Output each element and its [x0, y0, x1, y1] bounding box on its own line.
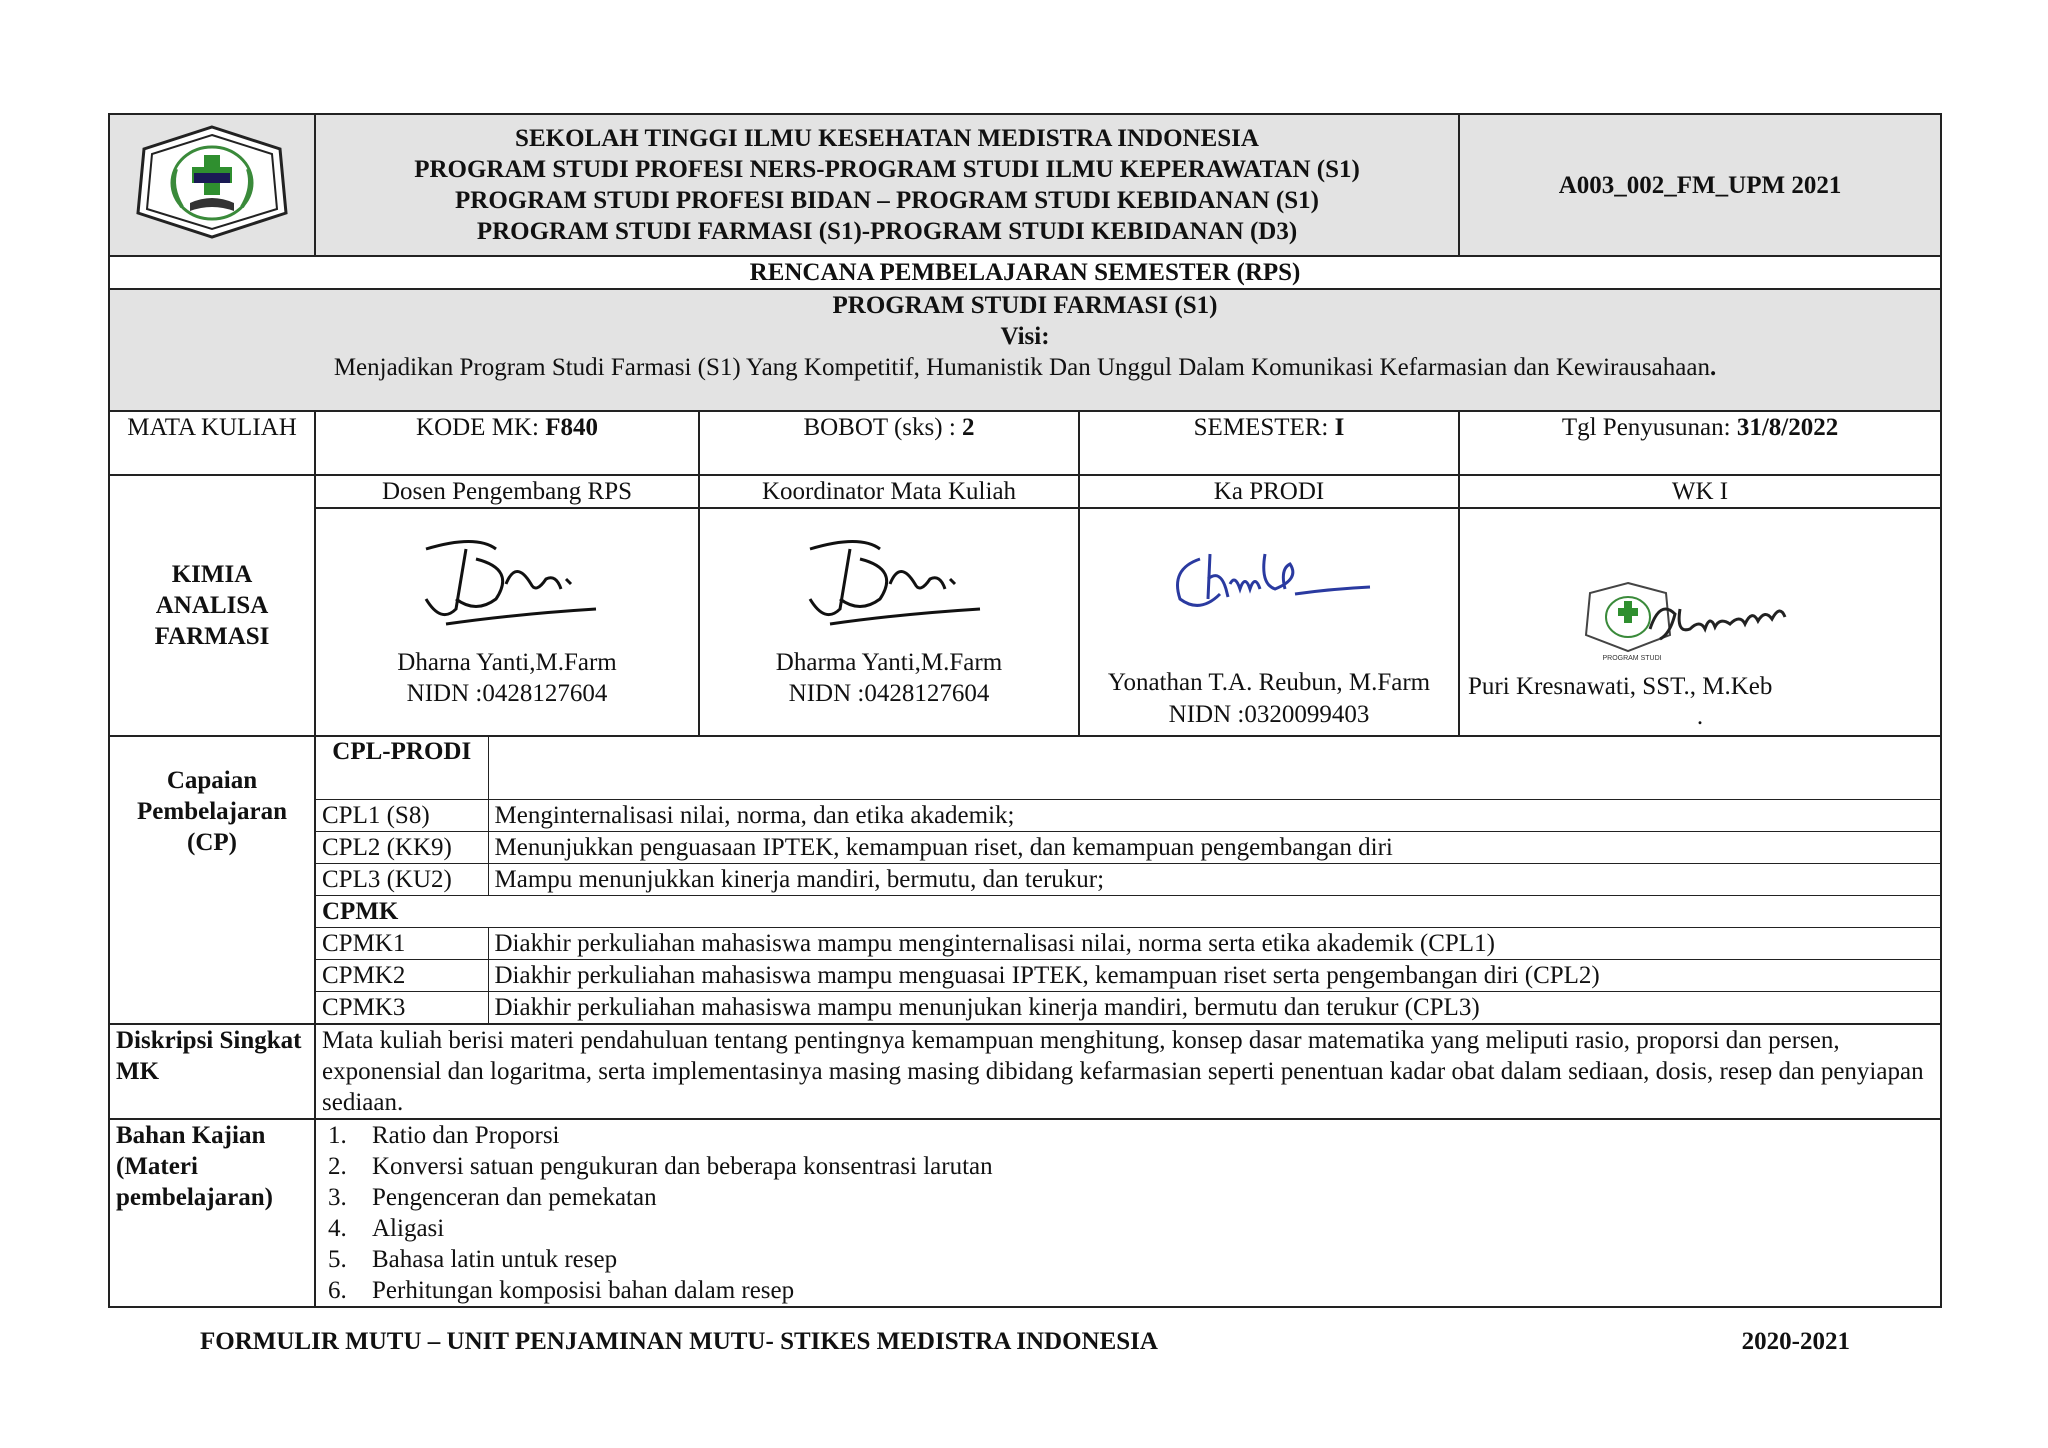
role-kaprodi: Ka PRODI — [1079, 475, 1459, 508]
bahan-kajian-list — [315, 1119, 1941, 1307]
semester-value: I — [1334, 414, 1345, 441]
kode-value: F840 — [545, 414, 598, 441]
cpl-text: Menunjukkan penguasaan IPTEK, kemampuan riset, dan kemampuan pengembangan diri — [488, 831, 1940, 863]
signature-image — [790, 529, 990, 639]
visi-text-wrap — [116, 352, 1934, 383]
cp-table — [316, 737, 1940, 1023]
institution-line-4: PROGRAM STUDI FARMASI (S1)-PROGRAM STUDI KEBIDANAN (D3) — [476, 218, 1298, 245]
cp-content — [315, 736, 1941, 1024]
tgl-value: 31/8/2022 — [1736, 414, 1839, 441]
table-row — [316, 831, 1940, 863]
kaprodi-name: Yonathan T.A. Reubun, M.Farm — [1107, 669, 1431, 696]
list-item-text: Bahasa latin untuk resep — [372, 1245, 618, 1273]
dosen-nidn: NIDN :0428127604 — [406, 680, 608, 707]
visi-text: Menjadikan Program Studi Farmasi (S1) Yang Kompetitif, Humanistik Dan Unggul Dalam Komunikasi Kefarmasian dan Kewirausahaan — [333, 354, 1710, 381]
rps-table — [108, 113, 1942, 1308]
wk1-name: Puri Kresnawati, SST., M.Keb — [1468, 673, 1773, 700]
kode-mk — [315, 411, 699, 475]
list-item-text: Pengenceran dan pemekatan — [372, 1183, 657, 1211]
cpmk-text: Diakhir perkuliahan mahasiswa mampu menguasai IPTEK, kemampuan riset serta pengembangan diri (CPL2) — [488, 959, 1940, 991]
institution-line-1: SEKOLAH TINGGI ILMU KESEHATAN MEDISTRA INDONESIA — [515, 125, 1259, 152]
signature-kaprodi — [1079, 508, 1459, 736]
table-row — [316, 927, 1940, 959]
role-koordinator: Koordinator Mata Kuliah — [699, 475, 1079, 508]
cpmk-header: CPMK — [316, 895, 1940, 927]
program-name: PROGRAM STUDI FARMASI (S1) — [832, 292, 1218, 319]
signature-wk1 — [1459, 508, 1941, 736]
program-visi — [109, 289, 1941, 411]
signature-image — [1160, 539, 1380, 629]
cpmk-code: CPMK1 — [316, 927, 488, 959]
role-dosen: Dosen Pengembang RPS — [315, 475, 699, 508]
list-item: 2. Konversi satuan pengukuran dan beberapa konsentrasi larutan — [328, 1152, 993, 1180]
logo-cell — [109, 114, 315, 256]
signature-dosen — [315, 508, 699, 736]
table-row — [316, 799, 1940, 831]
tgl-penyusunan — [1459, 411, 1941, 475]
list-item: 4. Aligasi — [328, 1214, 445, 1242]
cpmk-text: Diakhir perkuliahan mahasiswa mampu menginternalisasi nilai, norma serta etika akademik (CPL1) — [488, 927, 1940, 959]
mata-kuliah-label: MATA KULIAH — [109, 411, 315, 475]
cpmk-code: CPMK2 — [316, 959, 488, 991]
bobot-label: BOBOT (sks) : — [803, 414, 963, 441]
course-name: KIMIA ANALISA FARMASI — [109, 475, 315, 736]
wk1-dot: . — [1696, 703, 1704, 730]
tgl-label: Tgl Penyusunan: — [1561, 414, 1737, 441]
cpl-text: Menginternalisasi nilai, norma, dan etika akademik; — [488, 799, 1940, 831]
table-row — [316, 959, 1940, 991]
list-item-text: Ratio dan Proporsi — [372, 1121, 560, 1149]
stamp-caption: PROGRAM STUDI — [1602, 655, 1662, 662]
visi-end: . — [1709, 354, 1717, 381]
list-item-text: Konversi satuan pengukuran dan beberapa konsentrasi larutan — [372, 1152, 993, 1180]
rps-title: RENCANA PEMBELAJARAN SEMESTER (RPS) — [109, 256, 1941, 289]
table-row — [316, 863, 1940, 895]
list-item-text: Perhitungan komposisi bahan dalam resep — [372, 1276, 795, 1304]
koordinator-name: Dharma Yanti,M.Farm — [775, 649, 1003, 676]
semester-label: SEMESTER: — [1193, 414, 1335, 441]
bobot-value: 2 — [962, 414, 975, 441]
page-footer — [200, 1328, 1850, 1356]
cpl-header-empty — [488, 737, 1940, 799]
footer-text: FORMULIR MUTU – UNIT PENJAMINAN MUTU- STIKES MEDISTRA INDONESIA — [200, 1328, 1158, 1355]
bahan-kajian-label: Bahan Kajian (Materi pembelajaran) — [109, 1119, 315, 1307]
list-item-text: Aligasi — [372, 1214, 445, 1242]
cp-label: Capaian Pembelajaran (CP) — [109, 736, 315, 1024]
footer-year: 2020-2021 — [1741, 1328, 1850, 1355]
dosen-name: Dharna Yanti,M.Farm — [397, 649, 617, 676]
cpl-header: CPL-PRODI — [316, 737, 488, 799]
stikes-logo — [130, 121, 294, 241]
cpl-text: Mampu menunjukkan kinerja mandiri, bermutu, dan terukur; — [488, 863, 1940, 895]
cpl-code: CPL2 (KK9) — [316, 831, 488, 863]
list-item: 5. Bahasa latin untuk resep — [328, 1245, 618, 1273]
rps-document — [108, 113, 1940, 1308]
role-wk1: WK I — [1459, 475, 1941, 508]
institution-line-2: PROGRAM STUDI PROFESI NERS-PROGRAM STUDI ILMU KEPERAWATAN (S1) — [414, 156, 1360, 183]
cpmk-code: CPMK3 — [316, 991, 488, 1023]
cpmk-text: Diakhir perkuliahan mahasiswa mampu menunjukan kinerja mandiri, bermutu dan terukur (CPL3) — [488, 991, 1940, 1023]
list-item: 3. Pengenceran dan pemekatan — [328, 1183, 657, 1211]
list-item: 6. Perhitungan komposisi bahan dalam resep — [328, 1276, 795, 1304]
deskripsi-label: Diskripsi Singkat MK — [109, 1024, 315, 1119]
cpl-code: CPL3 (KU2) — [316, 863, 488, 895]
bahan-kajian-items — [316, 1120, 1940, 1306]
table-row — [316, 991, 1940, 1023]
signature-image — [406, 529, 606, 639]
kode-label: KODE MK: — [416, 414, 546, 441]
kaprodi-nidn: NIDN :0320099403 — [1168, 701, 1370, 728]
doc-code: A003_002_FM_UPM 2021 — [1459, 114, 1941, 256]
koordinator-nidn: NIDN :0428127604 — [788, 680, 990, 707]
institution-line-3: PROGRAM STUDI PROFESI BIDAN – PROGRAM STUDI KEBIDANAN (S1) — [455, 187, 1319, 214]
semester — [1079, 411, 1459, 475]
institution-header — [315, 114, 1459, 256]
cpl-code: CPL1 (S8) — [316, 799, 488, 831]
list-item: 1. Ratio dan Proporsi — [328, 1121, 560, 1149]
bobot — [699, 411, 1079, 475]
deskripsi-text: Mata kuliah berisi materi pendahuluan tentang pentingnya kemampuan menghitung, konsep dasar matematika yang meliputi rasio, proporsi dan persen, exponensial dan logaritma, serta implementasinya masing masing dibidang kefarmasian seperti penentuan kadar obat dalam sediaan, dosis, resep dan penyiapan sediaan. — [315, 1024, 1941, 1119]
signature-koordinator — [699, 508, 1079, 736]
visi-label: Visi: — [1000, 323, 1050, 350]
